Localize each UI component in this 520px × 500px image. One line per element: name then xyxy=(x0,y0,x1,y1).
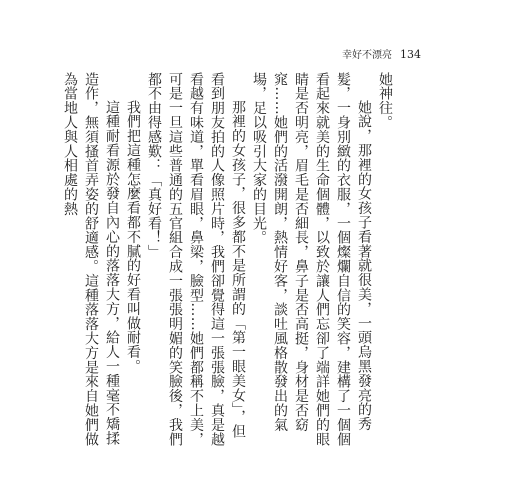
paragraph-5: 這種耐看源於發自內心的落落大方，給人一種毫不矯揉造作，無須搔首弄姿的舒適感。這種落落大方是來自她們做為當地人與人相處的熱 xyxy=(62,72,120,447)
vertical-body-text xyxy=(59,72,395,450)
page-header xyxy=(342,46,421,61)
paragraph-4: 我們把這種怎麼看都不膩的好看叫做耐看。 xyxy=(125,100,141,374)
page-number: 134 xyxy=(400,48,421,61)
paragraph-2: 她說，那裡的女孩子看著就很美，一頭烏黑發亮的秀髮，一身別緻的衣服，一個燦爛自信的笑容，建構了一個個看起來就美的生命個體，以致於讓人們忘卻了端詳她們的眼睛是否明亮，眉毛是否細長，鼻子是否高挺，身材是否窈窕……她們的活潑開朗，熱情好客，談吐風格散發出的氣場，足以吸引大家的目光。 xyxy=(251,72,372,447)
paragraph-1: 她神往。 xyxy=(377,72,393,130)
paragraph-3: 那裡的女孩子，很多都不是所謂的「第一眼美女」，但看到朋友拍的人像照片時，我們卻覺得這一張張臉，真是越看越有味道，單看眉眼，鼻梁，臉型……她們都稱不上美，可是一旦這些普通的五官組合成一張張明媚的笑臉後，我們都不由得感歎：「真好看！」 xyxy=(146,72,246,447)
running-title: 幸好不漂亮 xyxy=(342,50,392,61)
